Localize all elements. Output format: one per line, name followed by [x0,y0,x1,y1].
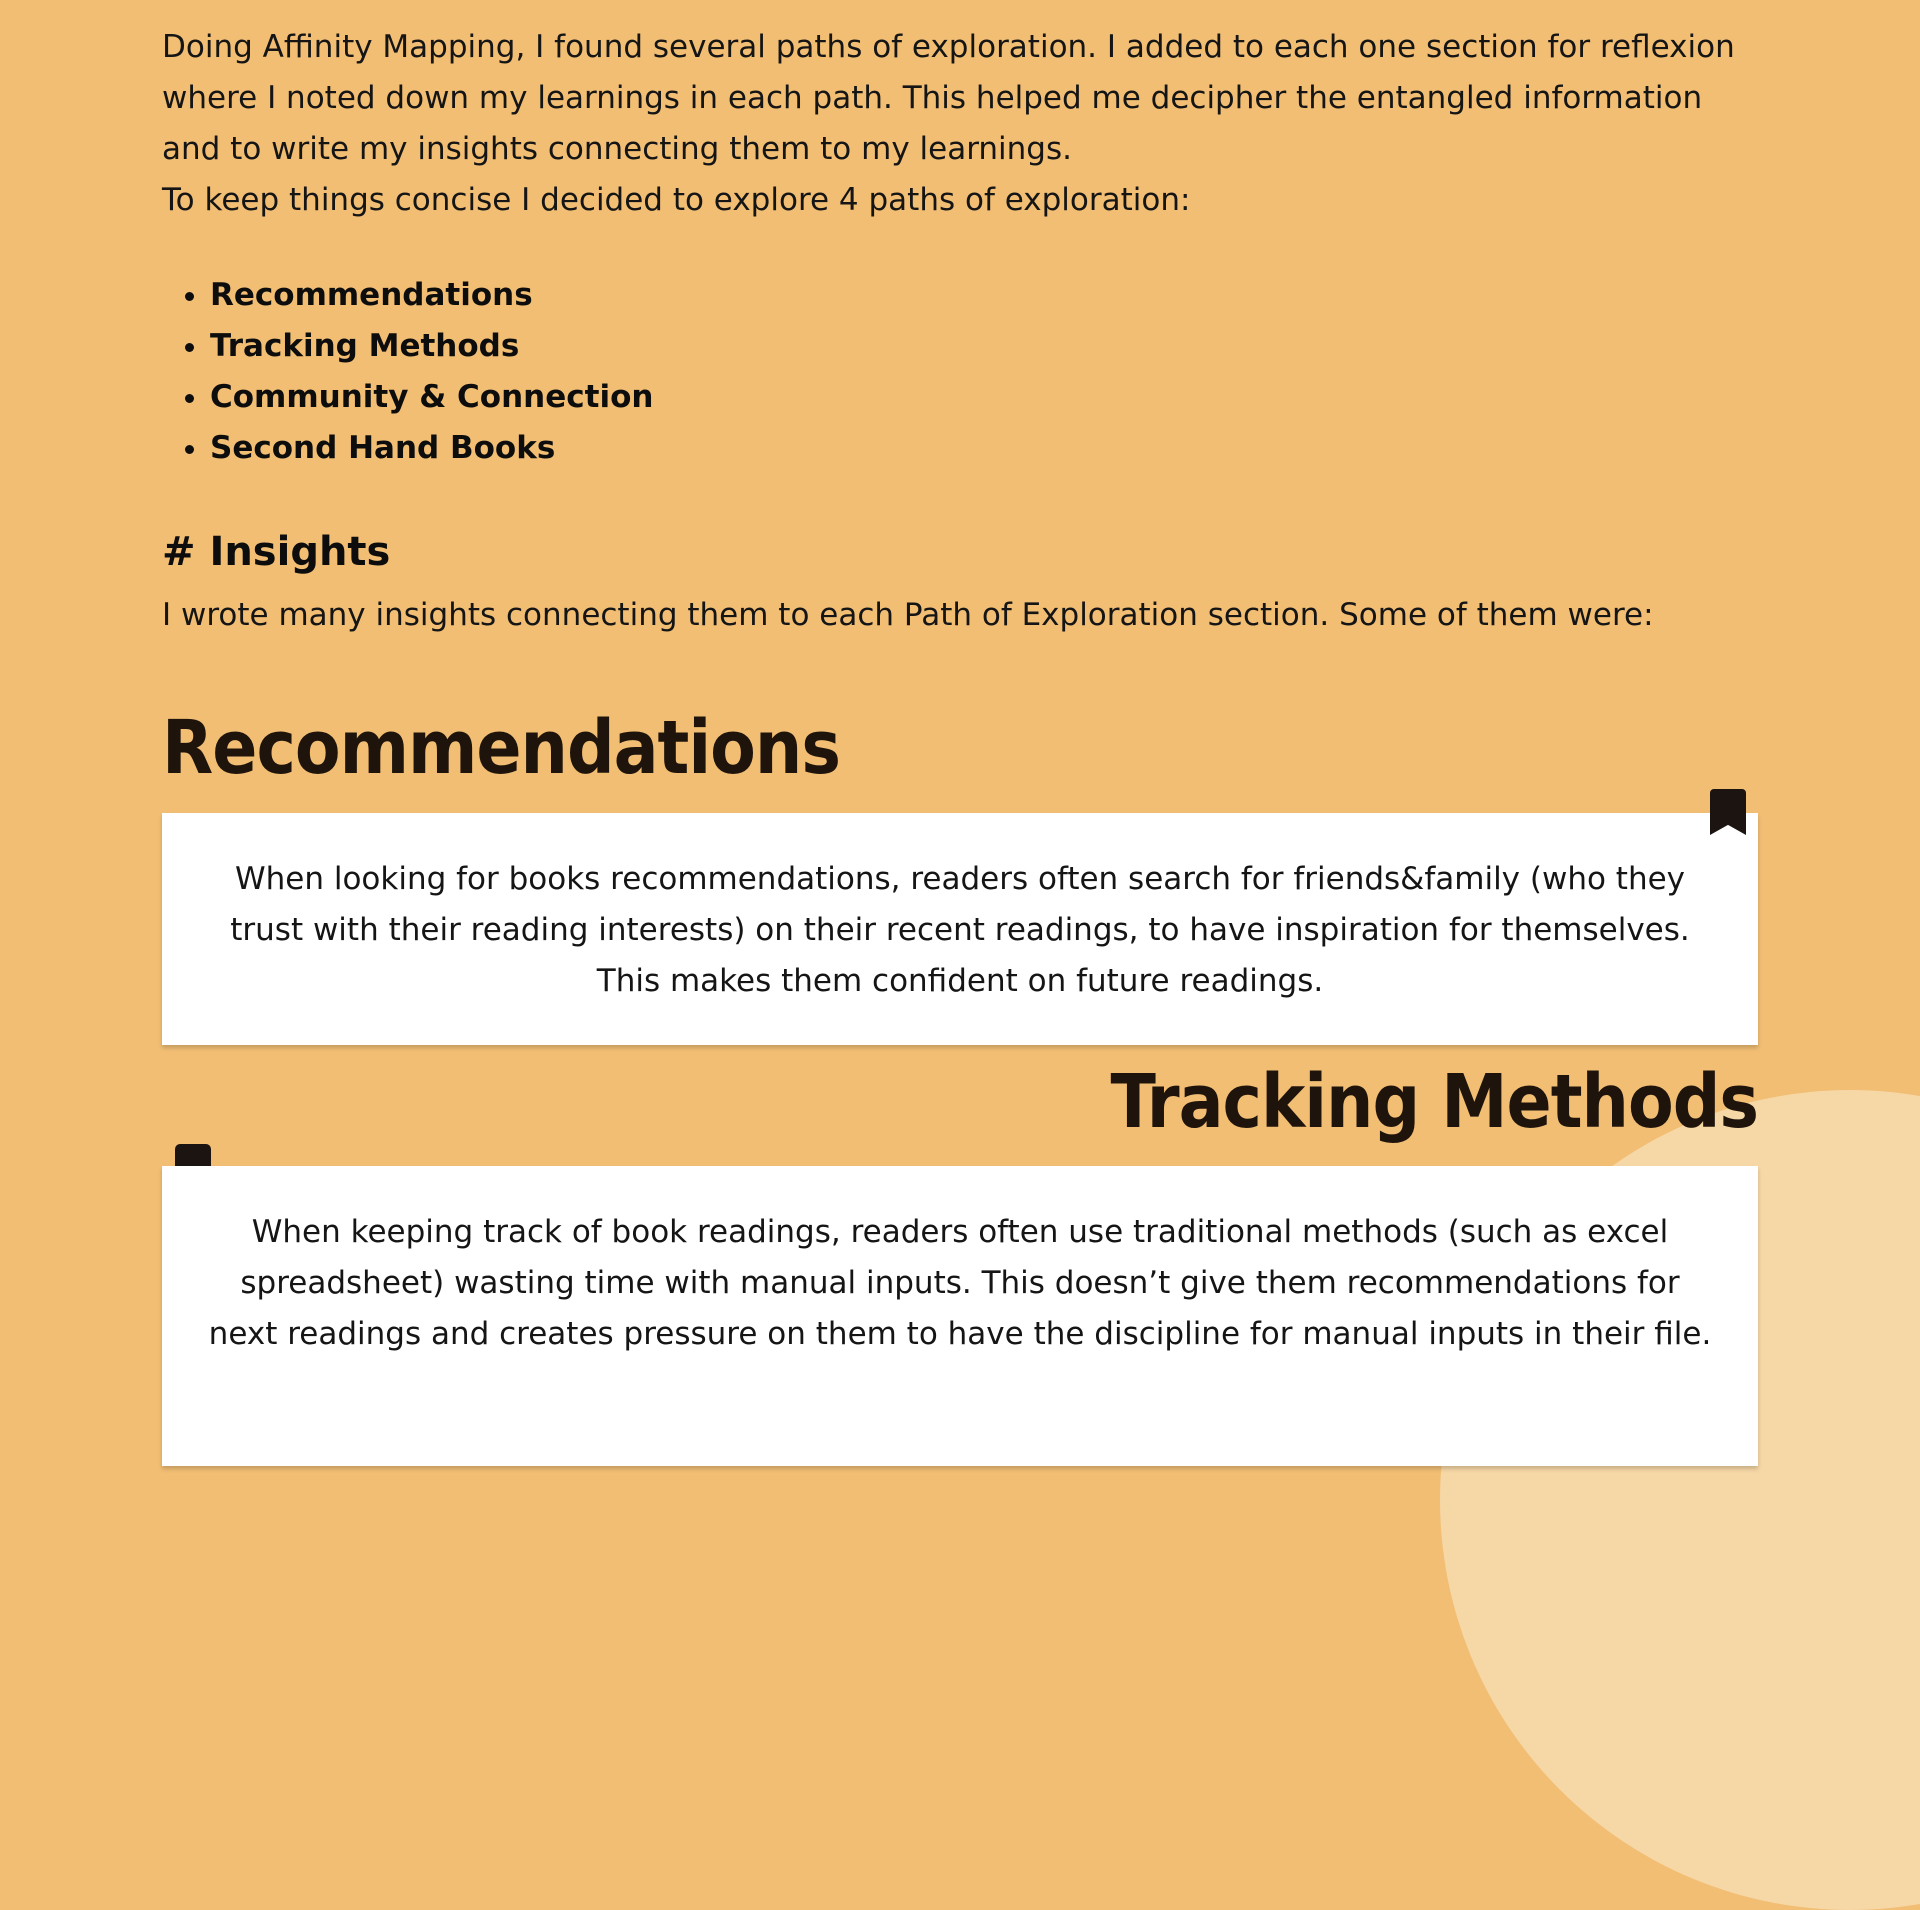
insights-heading: # Insights [162,529,391,575]
intro-paragraph: Doing Affinity Mapping, I found several paths of exploration. I added to each one section for reflexion where I noted down my learnings in each path. This helped me decipher the entangled information and to write my insights connecting them to my learnings. [162,29,1735,167]
section-title-recommendations: Recommendations [162,705,840,791]
insight-card-recommendations [162,813,1758,1045]
insights-text: I wrote many insights connecting them to each Path of Exploration section. Some of them were: [162,597,1654,633]
insight-card-text: When looking for books recommendations, readers often search for friends&family (who they trust with their reading interests) on their recent readings, to have inspiration for themselves. This makes them confident on future readings. [230,861,1690,999]
section-title-tracking-methods: Tracking Methods [1110,1059,1758,1145]
insight-card-tracking-methods [162,1166,1758,1466]
intro-section [162,0,1758,226]
intro-paragraph-paths: To keep things concise I decided to explore 4 paths of exploration: [162,182,1191,218]
page-content [162,0,1758,1352]
list-item: • Recommendations [210,270,1758,321]
paths-list [162,270,1758,474]
list-item: • Community & Connection [210,372,1758,423]
list-item: • Tracking Methods [210,321,1758,372]
list-item: • Second Hand Books [210,423,1758,474]
insight-card-text: When keeping track of book readings, readers often use traditional methods (such as excel spreadsheet) wasting time with manual inputs. This doesn’t give them recommendations for next readings and creates pressure on them to have the discipline for manual inputs in their file. [208,1214,1712,1352]
bookmark-icon [175,1144,211,1166]
